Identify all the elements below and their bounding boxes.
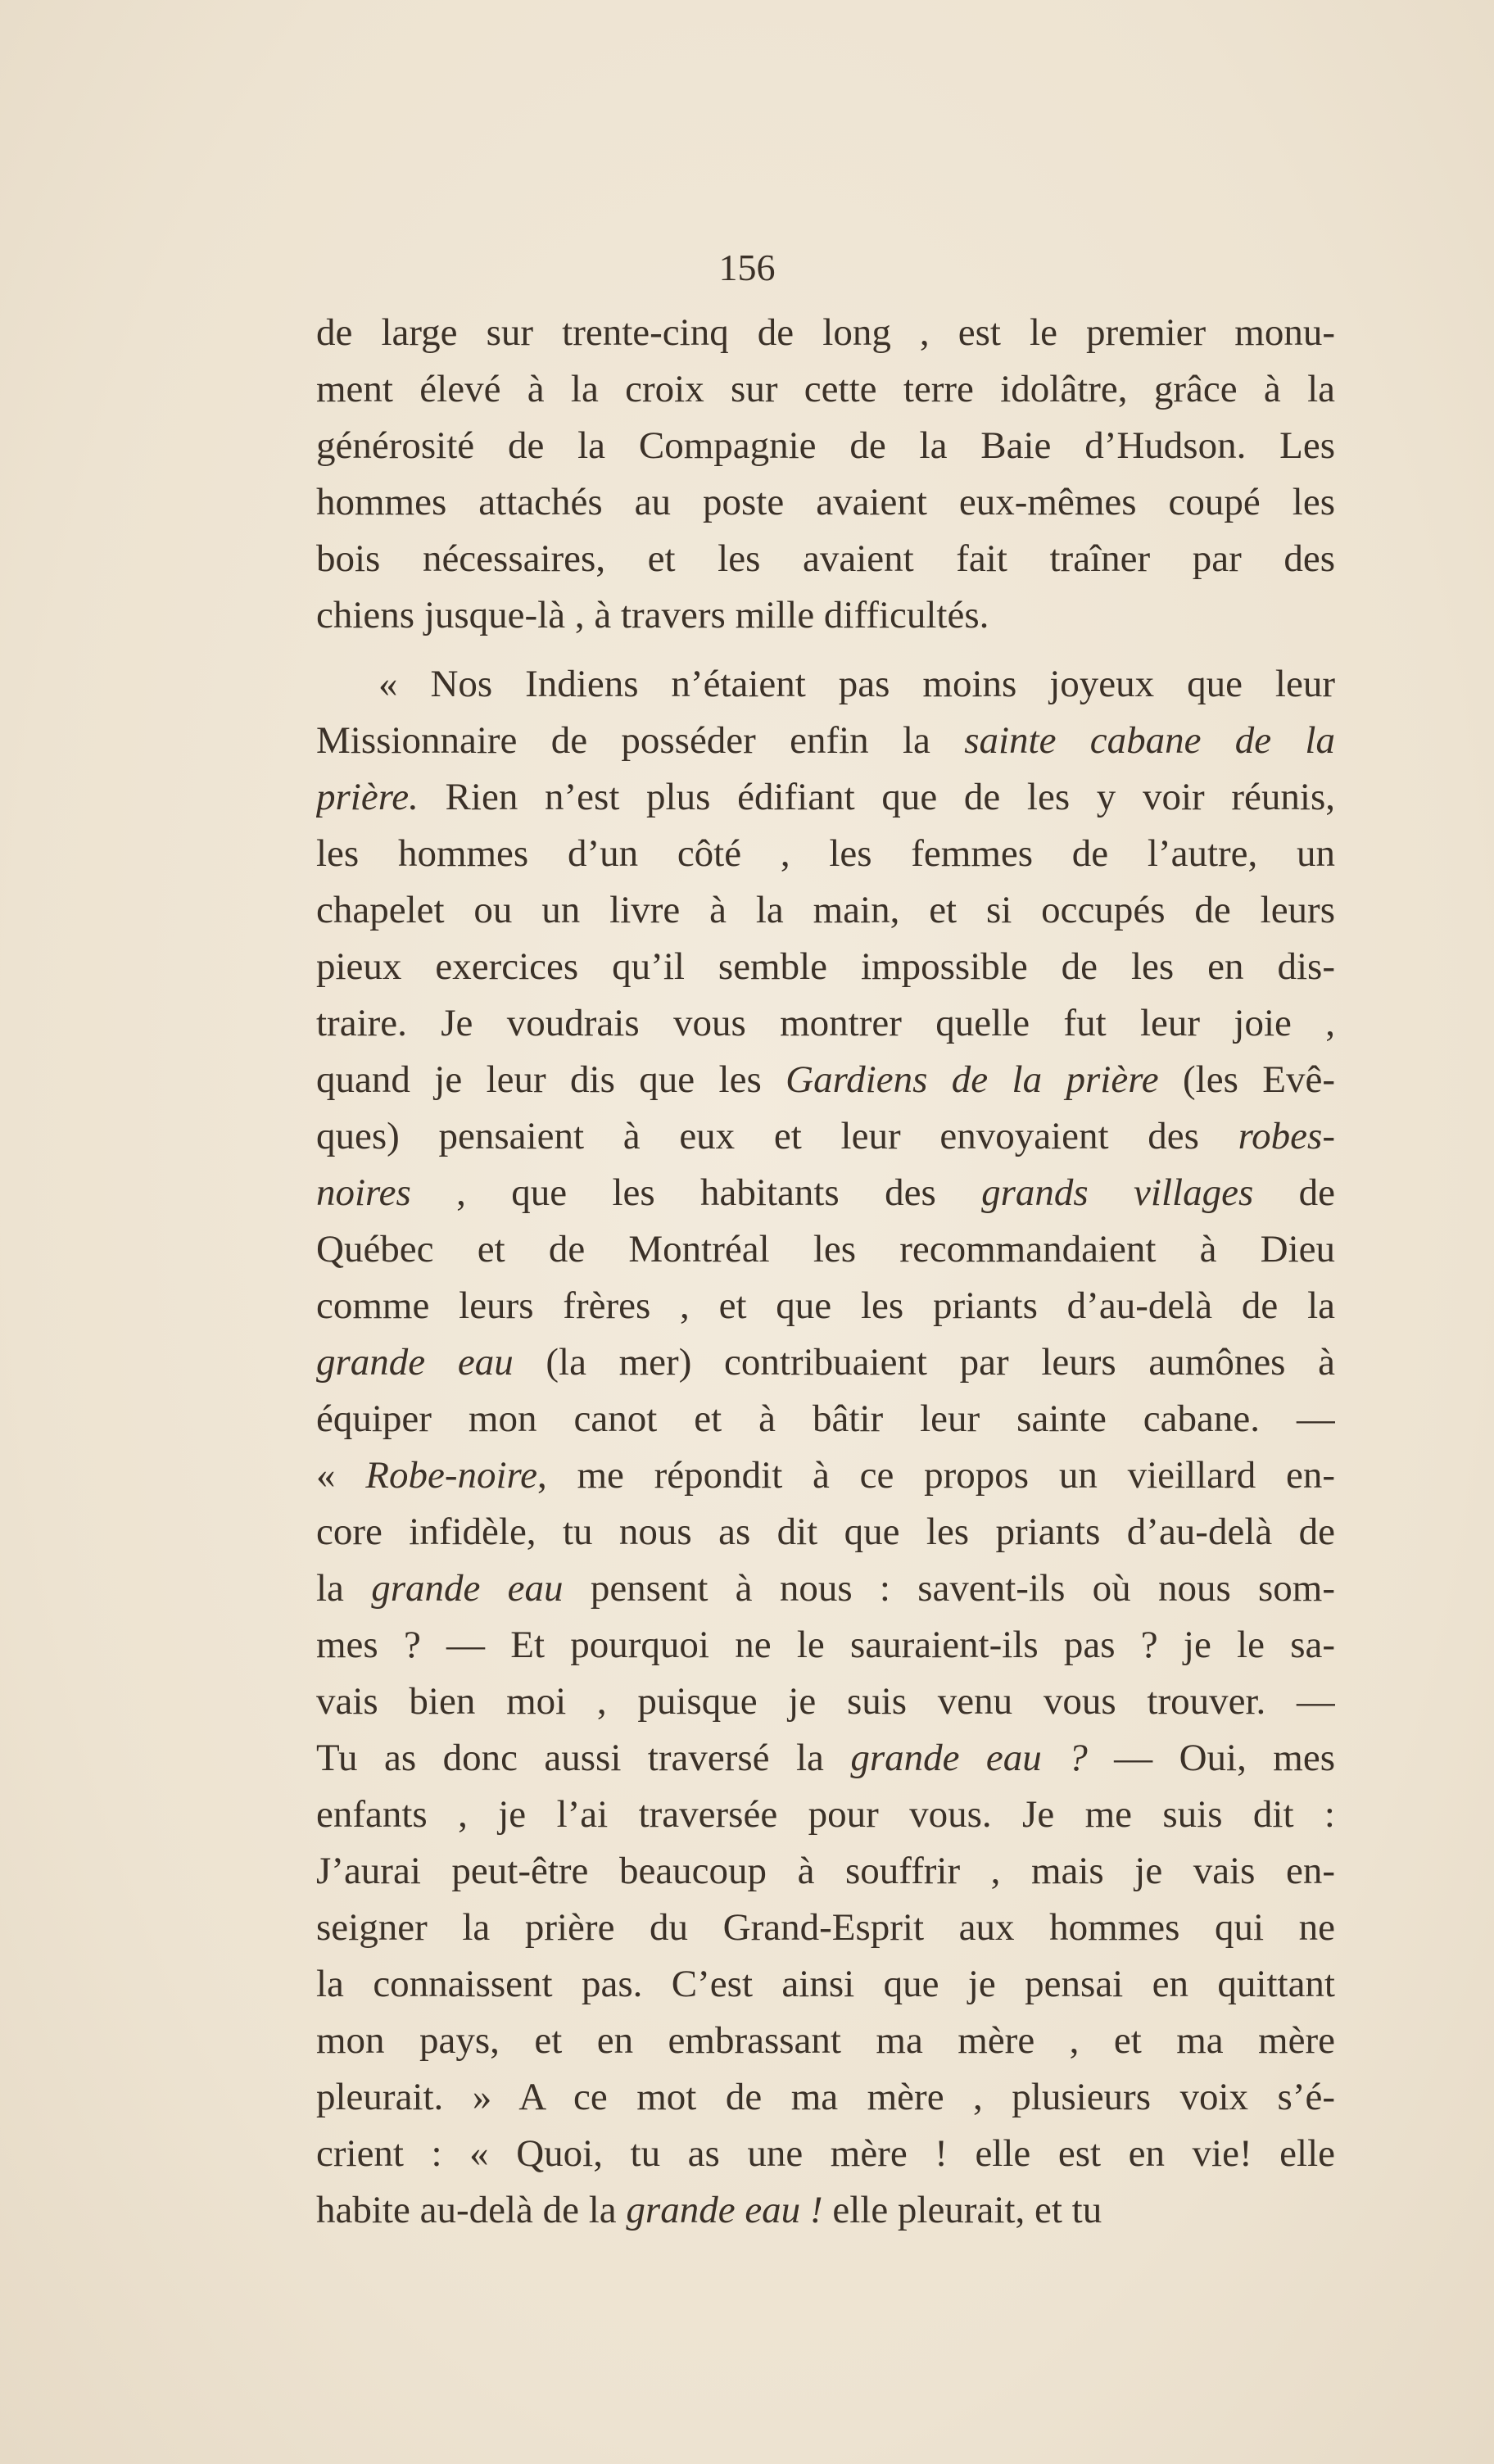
text-segment: elle pleurait, et tu [822,2189,1102,2231]
text-segment: — Oui, mes [1087,1737,1335,1779]
text-segment: de [1253,1171,1335,1214]
body-text [316,305,1335,2239]
text-line [316,531,1335,587]
italic-text: robes- [1238,1115,1335,1157]
text-segment: pieux exercices qu’il semble impossible de les en dis- [316,945,1335,988]
text-segment: la connaissent pas. C’est ainsi que je pensai en quittant [316,1963,1335,2005]
text-line [316,2069,1335,2126]
text-segment: seigner la prière du Grand-Esprit aux hommes qui ne [316,1906,1335,1949]
italic-text: grands villages [981,1171,1254,1214]
text-line [316,474,1335,531]
text-line [316,1504,1335,1560]
text-line [316,826,1335,882]
text-segment: (la mer) contribuaient par leurs aumônes à [513,1341,1335,1384]
text-line [316,656,1335,713]
italic-text: sainte cabane de la [964,719,1335,762]
text-segment: ment élevé à la croix sur cette terre idolâtre, grâce à la [316,368,1335,410]
text-line [316,1843,1335,1900]
text-line [316,769,1335,826]
text-line [316,1052,1335,1108]
text-line [316,305,1335,361]
text-line [316,939,1335,995]
italic-text: grande eau ! [626,2189,823,2231]
text-segment: mon pays, et en embrassant ma mère , et ma mère [316,2019,1335,2062]
text-line [316,1391,1335,1447]
text-line [316,1900,1335,1956]
text-segment: mes ? — Et pourquoi ne le sauraient-ils pas ? je le sa- [316,1624,1335,1666]
text-segment: « Nos Indiens n’étaient pas moins joyeux que leur [378,663,1335,705]
text-line [316,1278,1335,1334]
text-line [316,1787,1335,1843]
italic-text: Gardiens de la prière [785,1058,1159,1101]
page-number: 156 [718,247,776,288]
text-segment: les hommes d’un côté , les femmes de l’autre, un [316,832,1335,875]
text-line [316,2126,1335,2182]
text-line [316,587,1335,644]
text-line [316,1334,1335,1391]
text-segment: (les Evê- [1158,1058,1335,1101]
text-segment: crient : « Quoi, tu as une mère ! elle est en vie! elle [316,2132,1335,2175]
text-segment: Québec et de Montréal les recommandaient à Dieu [316,1228,1335,1270]
text-segment: ques) pensaient à eux et leur envoyaient des [316,1115,1238,1157]
text-line [316,361,1335,418]
text-segment: J’aurai peut-être beaucoup à souffrir , mais je vais en- [316,1850,1335,1892]
text-segment: traire. Je voudrais vous montrer quelle fut leur joie , [316,1002,1335,1044]
text-line [316,1447,1335,1504]
text-line [316,1956,1335,2013]
italic-text: Robe-noire [365,1454,537,1497]
text-line [316,1730,1335,1787]
text-line [316,1221,1335,1278]
paragraph-gap [316,644,1335,656]
paragraph [316,305,1335,644]
text-segment: « [316,1454,366,1497]
text-segment: pensent à nous : savent-ils où nous som- [563,1567,1335,1610]
text-segment: la [316,1567,372,1610]
text-line [316,2013,1335,2069]
italic-text: grande eau [371,1567,564,1610]
text-line [316,1617,1335,1674]
text-line [316,1108,1335,1165]
text-segment: vais bien moi , puisque je suis venu vous trouver. — [316,1680,1335,1723]
italic-text: noires [316,1171,411,1214]
text-segment: , me répondit à ce propos un vieillard en- [536,1454,1335,1497]
text-line [316,1674,1335,1730]
text-line [316,2182,1335,2239]
text-segment: , que les habitants des [410,1171,982,1214]
text-segment: chiens jusque-là , à travers mille difficultés. [316,594,989,636]
italic-text: prière. [316,776,419,818]
text-segment: équiper mon canot et à bâtir leur sainte cabane. — [316,1397,1335,1440]
text-segment: habite au-delà de la [316,2189,627,2231]
italic-text: grande eau ? [850,1737,1088,1779]
text-line [316,882,1335,939]
text-segment: Rien n’est plus édifiant que de les y voir réunis, [418,776,1335,818]
text-segment: chapelet ou un livre à la main, et si occupés de leurs [316,889,1335,931]
text-line [316,1560,1335,1617]
italic-text: grande eau [316,1341,514,1384]
text-segment: hommes attachés au poste avaient eux-mêmes coupé les [316,481,1335,523]
text-segment: comme leurs frères , et que les priants d’au-delà de la [316,1284,1335,1327]
text-line [316,1165,1335,1221]
text-segment: enfants , je l’ai traversée pour vous. Je me suis dit : [316,1793,1335,1836]
text-segment: de large sur trente-cinq de long , est le premier monu- [316,311,1335,354]
text-segment: pleurait. » A ce mot de ma mère , plusieurs voix s’é- [316,2076,1335,2118]
text-line [316,995,1335,1052]
text-segment: Missionnaire de posséder enfin la [316,719,965,762]
text-segment: quand je leur dis que les [316,1058,786,1101]
text-line [316,713,1335,769]
text-segment: core infidèle, tu nous as dit que les priants d’au-delà de [316,1511,1335,1553]
text-segment: générosité de la Compagnie de la Baie d’Hudson. Les [316,424,1335,467]
paragraph [316,656,1335,2239]
text-segment: bois nécessaires, et les avaient fait traîner par des [316,537,1335,580]
text-segment: Tu as donc aussi traversé la [316,1737,851,1779]
text-line [316,418,1335,474]
